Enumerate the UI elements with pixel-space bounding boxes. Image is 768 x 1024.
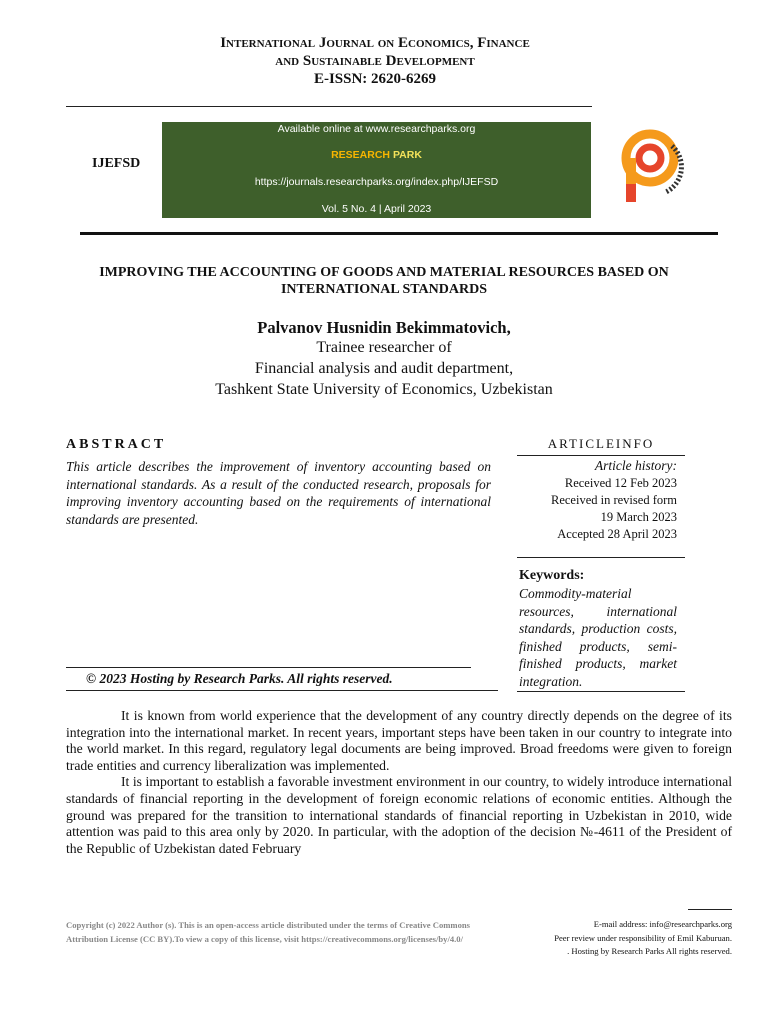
abstract-bottom-divider (66, 690, 498, 691)
article-info-divider-3 (517, 691, 685, 692)
paper-title: IMPROVING THE ACCOUNTING OF GOODS AND MATERIAL RESOURCES BASED ON INTERNATIONAL STANDARDS (99, 265, 669, 297)
research-parks-logo-icon (620, 124, 690, 208)
author-name: Palvanov Husnidin Bekimmatovich, (257, 318, 511, 337)
author-affiliation-1: Trainee researcher of (316, 339, 452, 356)
footer-license: Copyright (c) 2022 Author (s). This is an open-access article distributed under the terms of Creative Commons Attribution License (CC BY).To view a copy of this license, visit https://creativecommons.org/licenses/by/4.0/ (66, 920, 470, 944)
abstract-heading: ABSTRACT (66, 437, 167, 452)
banner-volume: Vol. 5 No. 4 | April 2023 (321, 203, 432, 215)
author-affiliation-2: Financial analysis and audit department, (254, 360, 514, 377)
accepted-date: Accepted 28 April 2023 (557, 527, 677, 541)
header-thick-rule (80, 232, 718, 235)
journal-title-line1: International Journal on Economics, Finance (220, 35, 530, 51)
footer-hosting: . Hosting by Research Parks All rights reserved. (567, 946, 732, 956)
journal-banner (162, 122, 591, 218)
journal-abbr: IJEFSD (92, 156, 141, 171)
author-affiliation-3: Tashkent State University of Economics, Uzbekistan (215, 381, 553, 398)
received-date: Received 12 Feb 2023 (564, 476, 677, 490)
body-paragraph-2: It is important to establish a favorable investment environment in our country, to widely introduce international standards of financial reporting in the development of foreign economic relations of economic entities. Although the ground was prepared for the transition to international standards of financial reporting in Uzbekistan in 2010, wide attention was paid to this area only by 2020. In particular, with the adoption of the decision №-4611 of the President of the Republic of Uzbekistan dated February (66, 774, 732, 856)
keywords-list: Commodity-material resources, international standards, production costs, finished products, semi-finished products, market integration. (519, 586, 677, 689)
abstract-text: This article describes the improvement of inventory accounting based on international standards. As a result of the conducted research, proposals for improving inventory accounting based on the requirements of international standards are presented. (66, 459, 491, 527)
footer-divider (688, 909, 732, 910)
article-info-divider-1 (517, 455, 685, 456)
footer-info (480, 918, 732, 959)
footer-peer-review: Peer review under responsibility of Emil Kaburuan. (554, 932, 732, 943)
banner-brand-word1: RESEARCH (331, 149, 391, 161)
journal-title-line2: and Sustainable Development (275, 53, 475, 69)
journal-issn: E-ISSN: 2620-6269 (313, 71, 437, 87)
article-history-label: Article history: (594, 458, 677, 473)
abstract-copyright: © 2023 Hosting by Research Parks. All rights reserved. (86, 671, 393, 686)
body-paragraph-1: It is known from world experience that the development of any country directly depends on the degree of its integration into the international market. In recent years, important steps have been taken in our country to integrate into the world market. In this regard, regulatory legal documents are being improved. Broad freedoms were given to foreign trade entities and currency liberalization was implemented. (66, 708, 732, 773)
banner-brand (162, 149, 591, 161)
banner-brand-word2: PARK (392, 149, 422, 161)
abstract-divider (66, 667, 471, 668)
journal-title (150, 34, 600, 88)
banner-journal-url[interactable]: https://journals.researchparks.org/index.php/IJEFSD (254, 176, 499, 188)
article-info-heading: ARTICLEINFO (547, 436, 655, 451)
article-info-divider-2 (517, 557, 685, 558)
revised-date: 19 March 2023 (600, 510, 677, 524)
banner-available-online[interactable]: Available online at www.researchparks.org (277, 123, 476, 135)
revised-label: Received in revised form (551, 493, 677, 507)
header-divider (66, 106, 592, 107)
footer-email[interactable]: E-mail address: info@researchparks.org (593, 919, 732, 929)
keywords-label: Keywords: (519, 568, 585, 583)
body-text (66, 708, 732, 857)
